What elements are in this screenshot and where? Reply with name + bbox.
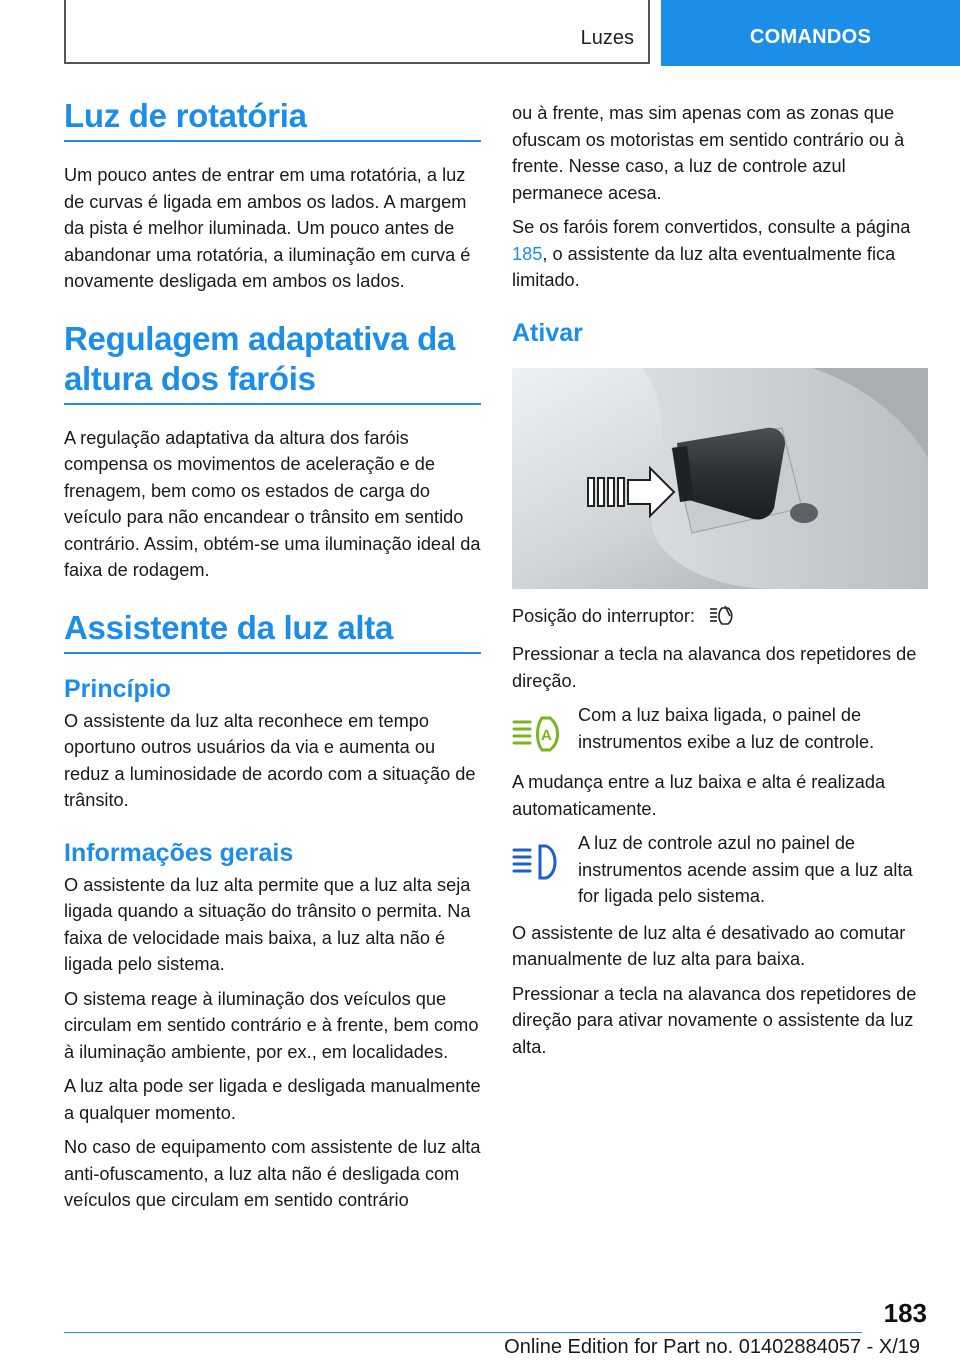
high-beam-assist-switch-icon: [708, 604, 736, 634]
paragraph-pressionar-2: Pressionar a tecla na alavanca dos repetidores de direção para ativar novamente o assistente da luz alta.: [512, 983, 917, 1057]
paragraph-farois-convertidos: Se os faróis forem convertidos, consulte a página 185, o assistente da luz alta eventualmente fica limitado.: [512, 217, 911, 290]
paragraph-pressionar-1: Pressionar a tecla na alavanca dos repetidores de direção.: [512, 644, 917, 691]
footer-divider: [64, 1332, 862, 1333]
note-luz-baixa: [512, 702, 928, 759]
page-reference-link[interactable]: 185: [512, 243, 543, 264]
heading-luz-de-rotatoria: Luz de rotatória: [64, 96, 481, 142]
note-luz-azul: [512, 830, 928, 910]
paragraph-info-4: No caso de equipamento com assistente de luz alta anti-ofuscamento, a luz alta não é desligada com veículos que circulam em sentido contrário: [64, 1137, 481, 1210]
paragraph-info-2: O sistema reage à iluminação dos veículos que circulam em sentido contrário e à frente, bem como à iluminação ambiente, por ex., em localidades.: [64, 988, 479, 1062]
paragraph-desativado: O assistente de luz alta é desativado ao comutar manualmente de luz alta para baixa.: [512, 922, 906, 969]
high-beam-assist-indicator-icon: [512, 702, 578, 759]
header-chapter-tab: COMANDOS: [661, 0, 960, 66]
left-column: [64, 96, 481, 1222]
heading-regulagem-adaptativa: Regulagem adaptativa da altura dos faróis: [64, 319, 481, 405]
high-beam-indicator-icon: [512, 830, 578, 887]
footer-edition: Online Edition for Part no. 01402884057 - X/19: [504, 1336, 920, 1358]
turn-signal-lever-photo: [512, 368, 928, 589]
heading-assistente-luz-alta: Assistente da luz alta: [64, 608, 481, 654]
svg-text:A: A: [541, 727, 552, 744]
heading-principio: Princípio: [64, 674, 171, 703]
paragraph-luz-azul: A luz de controle azul no painel de instrumentos acende assim que a luz alta for ligada pelo sistema.: [578, 833, 913, 906]
right-column: [512, 100, 928, 1068]
page-header: [0, 0, 960, 66]
header-section-title: Luzes: [580, 27, 634, 49]
paragraph-regulagem: A regulação adaptativa da altura dos faróis compensa os movimentos de aceleração e de frenagem, bem como os estados de carga do veículo para não encandear o trânsito em sentido contrário. Assim, obtém-se uma iluminação ideal da faixa de rodagem.: [64, 427, 481, 580]
lever-illustration: [512, 368, 928, 589]
paragraph-posicao-interruptor: Posição do interruptor:: [512, 603, 928, 634]
paragraph-info-1: O assistente da luz alta permite que a luz alta seja ligada quando a situação do trânsito o permita. Na faixa de velocidade mais baixa, a luz alta não é ligada pelo sistema.: [64, 874, 471, 974]
paragraph-mudanca: A mudança entre a luz baixa e alta é realizada automaticamente.: [512, 772, 886, 819]
header-section-box: [64, 0, 650, 64]
heading-informacoes-gerais: Informações gerais: [64, 838, 294, 867]
paragraph-continuation: ou à frente, mas sim apenas com as zonas que ofuscam os motoristas em sentido contrário ou à frente. Nesse caso, a luz de controle azul permanece acesa.: [512, 103, 905, 203]
paragraph-info-3: A luz alta pode ser ligada e desligada manualmente a qualquer momento.: [64, 1076, 481, 1123]
paragraph-rotatoria: Um pouco antes de entrar em uma rotatória, a luz de curvas é ligada em ambos os lados. A margem da pista é melhor iluminada. Um pouco antes de abandonar uma rotatória, a iluminação em curva é novamente desligada em ambos os lados.: [64, 165, 471, 291]
paragraph-principio: O assistente da luz alta reconhece em tempo oportuno outros usuários da via e aumenta ou reduz a luminosidade de acordo com a situação de trânsito.: [64, 710, 476, 810]
paragraph-luz-baixa: Com a luz baixa ligada, o painel de instrumentos exibe a luz de controle.: [578, 705, 875, 752]
page-number: 183: [883, 1298, 927, 1328]
heading-ativar: Ativar: [512, 318, 583, 347]
